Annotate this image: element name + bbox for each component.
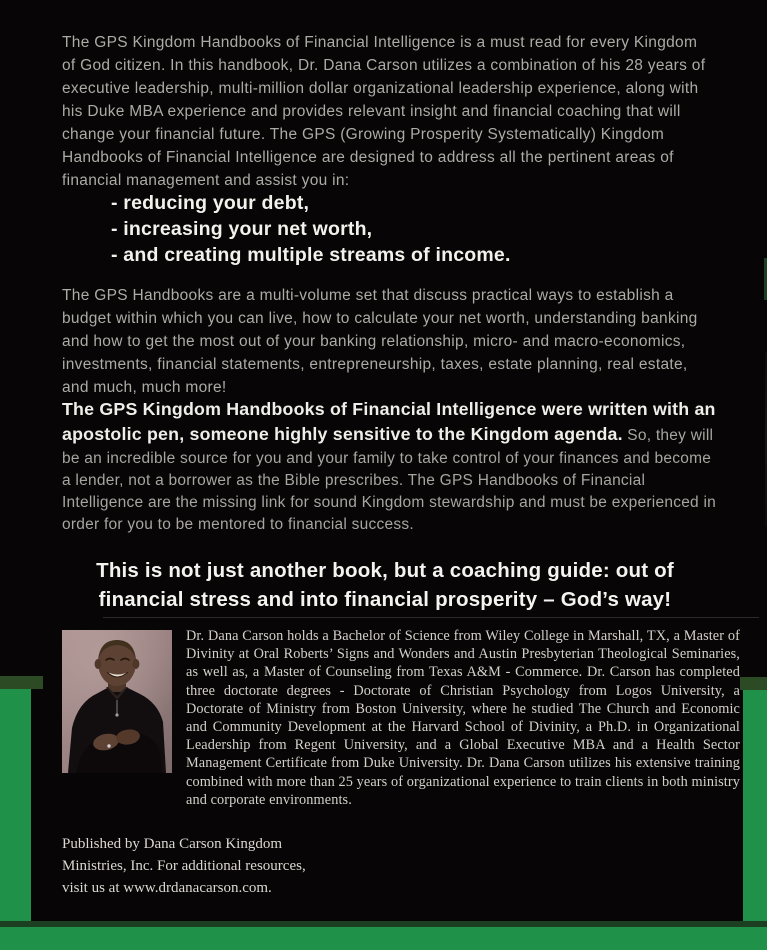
- tagline-line2: financial stress and into financial prosperity – God’s way!: [98, 588, 672, 611]
- volume-paragraph: The GPS Handbooks are a multi-volume set that discuss practical ways to establish a budget within which you can live, how to calculate your net worth, understanding banking and how to get the most out of your banking relationship, micro- and macro-economics, investments, financial statements, entrepreneurship, taxes, estate planning, real estate, and much, much more!: [62, 287, 698, 396]
- benefits-list: [111, 190, 511, 268]
- apostolic-paragraph: [62, 397, 724, 536]
- author-photo: [62, 630, 172, 773]
- green-left-bar: [0, 689, 31, 950]
- intro-paragraph: The GPS Kingdom Handbooks of Financial Intelligence is a must read for every Kingdom of God citizen. In this handbook, Dr. Dana Carson utilizes a combination of his 28 years of executive leadership, multi-million dollar organizational leadership experience, along with his Duke MBA experience and provides relevant insight and financial coaching that will change your financial future. The GPS (Growing Prosperity Systematically) Kingdom Handbooks of Financial Intelligence are designed to address all the pertinent areas of financial management and assist you in:: [62, 34, 706, 189]
- publisher-line-1: Published by Dana Carson Kingdom: [62, 836, 282, 852]
- author-bio: Dr. Dana Carson holds a Bachelor of Science from Wiley College in Marshall, TX, a Master of Divinity at Oral Roberts’ Signs and Wonders and Austin Presbyterian Theological Seminaries, as well as, a Master of Counseling from Texas A&M - Commerce. Dr. Carson has completed three doctorate degrees - Doctorate of Christian Psychology from Logos University, a Doctorate of Ministry from Boston University, where he studied The Church and Economic and Community Development at the Harvard School of Divinity, a Ph.D. in Organizational Leadership from Regent University, and a Global Executive MBA and a Health Sector Management Certificate from Duke University. Dr. Dana Carson utilizes his extensive training combined with more than 25 years of organizational experience to train clients in both ministry and corporate environments.: [186, 628, 740, 808]
- green-left-cap: [0, 676, 43, 689]
- publisher-info: [62, 833, 306, 899]
- section-divider: [103, 617, 759, 618]
- ring: [107, 744, 110, 747]
- benefit-item-debt: - reducing your debt,: [111, 192, 310, 214]
- apostolic-bold-text: The GPS Kingdom Handbooks of Financial Intelligence were written with an apostolic pen, someone highly sensitive to the Kingdom agenda.: [62, 399, 716, 445]
- bottom-green-bar: [0, 927, 767, 950]
- benefit-item-income: - and creating multiple streams of income.: [111, 244, 511, 266]
- benefit-item-net-worth: - increasing your net worth,: [111, 218, 373, 240]
- apostolic-rest-text: So, they will be an incredible source for you and your family to take control of your finances and become a lender, not a borrower as the Bible prescribes. The GPS Handbooks of Financial Intelligence are the missing link for sound Kingdom stewardship and must be experienced in order for you to be mentored to financial success.: [62, 427, 717, 533]
- tagline: [56, 556, 714, 614]
- publisher-line-3: visit us at www.drdanacarson.com.: [62, 880, 272, 896]
- green-right-bar: [743, 690, 767, 950]
- publisher-line-2: Ministries, Inc. For additional resources,: [62, 858, 306, 874]
- green-right-cap: [740, 677, 767, 690]
- tagline-line1: This is not just another book, but a coaching guide: out of: [96, 559, 674, 582]
- author-photo-graphic: [62, 630, 172, 773]
